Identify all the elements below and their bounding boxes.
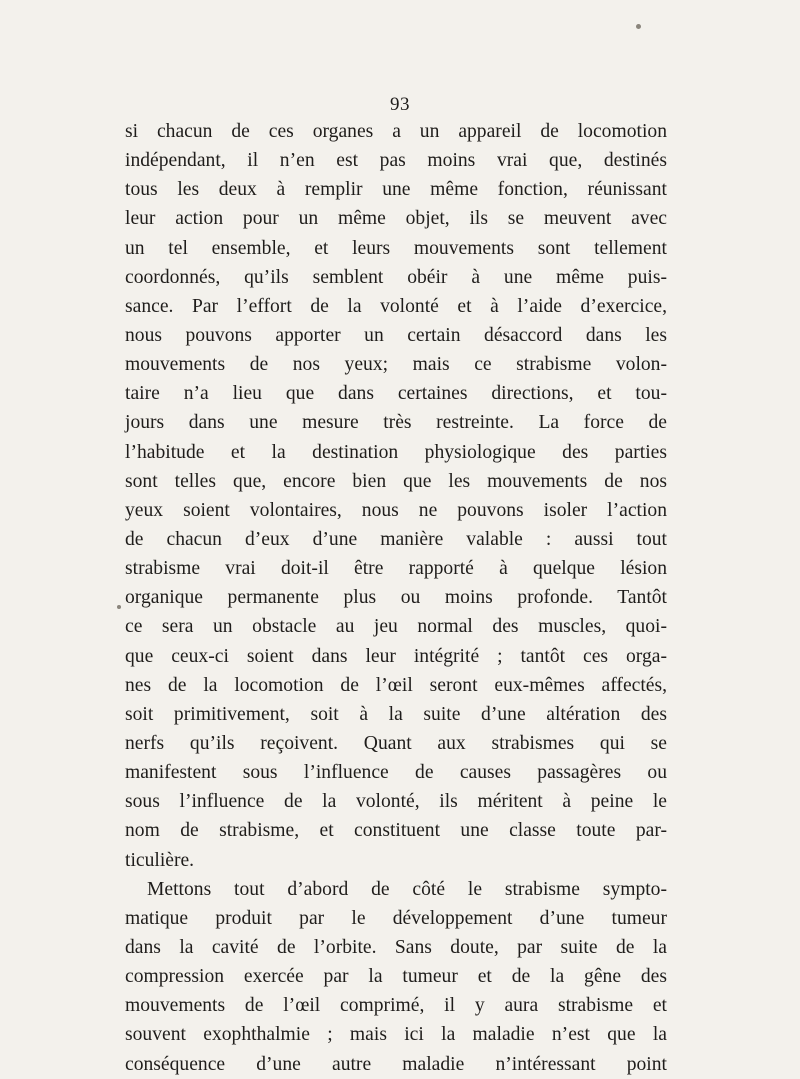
- text-line: organique permanente plus ou moins profonde. Tantôt: [125, 587, 667, 609]
- text-line: de chacun d’eux d’une manière valable : aussi tout: [125, 528, 667, 550]
- text-line: Mettons tout d’abord de côté le strabisme sympto-: [147, 878, 667, 900]
- text-line: sont telles que, encore bien que les mouvements de nos: [125, 470, 667, 492]
- text-line: un tel ensemble, et leurs mouvements sont tellement: [125, 237, 667, 259]
- body-text: [125, 117, 667, 1079]
- text-line: mouvements de l’œil comprimé, il y aura strabisme et: [125, 995, 667, 1017]
- text-line: dans la cavité de l’orbite. Sans doute, par suite de la: [125, 936, 667, 958]
- text-line: si chacun de ces organes a un appareil de locomotion: [125, 121, 667, 142]
- text-line: taire n’a lieu que dans certaines directions, et tou-: [125, 383, 667, 405]
- text-line: nom de strabisme, et constituent une classe toute par-: [125, 820, 667, 842]
- ink-speck: [117, 605, 121, 609]
- text-line: nerfs qu’ils reçoivent. Quant aux strabismes qui se: [125, 732, 667, 754]
- text-line: sance. Par l’effort de la volonté et à l’aide d’exercice,: [125, 295, 667, 317]
- text-line: nous pouvons apporter un certain désaccord dans les: [125, 324, 667, 346]
- text-line: leur action pour un même objet, ils se meuvent avec: [125, 208, 667, 230]
- page-number: 93: [390, 94, 410, 115]
- ink-speck: [636, 24, 641, 29]
- text-line: nes de la locomotion de l’œil seront eux-mêmes affectés,: [125, 674, 667, 696]
- text-line: que ceux-ci soient dans leur intégrité ; tantôt ces orga-: [125, 645, 667, 667]
- text-line: mouvements de nos yeux; mais ce strabisme volon-: [125, 354, 667, 376]
- text-line: sous l’influence de la volonté, ils méritent à peine le: [125, 791, 667, 813]
- text-line: indépendant, il n’en est pas moins vrai que, destinés: [125, 150, 667, 172]
- text-line: matique produit par le développement d’une tumeur: [125, 907, 667, 929]
- text-line: coordonnés, qu’ils semblent obéir à une même puis-: [125, 266, 667, 288]
- text-line: yeux soient volontaires, nous ne pouvons isoler l’action: [125, 499, 667, 521]
- text-line: ticulière.: [125, 849, 195, 871]
- text-line: strabisme vrai doit-il être rapporté à quelque lésion: [125, 558, 667, 580]
- text-line: tous les deux à remplir une même fonction, réunissant: [125, 179, 667, 201]
- text-line: ce sera un obstacle au jeu normal des muscles, quoi-: [125, 616, 667, 638]
- text-line: l’habitude et la destination physiologique des parties: [125, 441, 667, 463]
- text-line: jours dans une mesure très restreinte. La force de: [125, 412, 667, 434]
- text-line: conséquence d’une autre maladie n’intéressant point: [125, 1053, 667, 1075]
- text-line: manifestent sous l’influence de causes passagères ou: [125, 762, 667, 784]
- text-line: soit primitivement, soit à la suite d’une altération des: [125, 703, 667, 725]
- text-line: compression exercée par la tumeur et de la gêne des: [125, 966, 667, 988]
- text-line: souvent exophthalmie ; mais ici la maladie n’est que la: [125, 1024, 667, 1046]
